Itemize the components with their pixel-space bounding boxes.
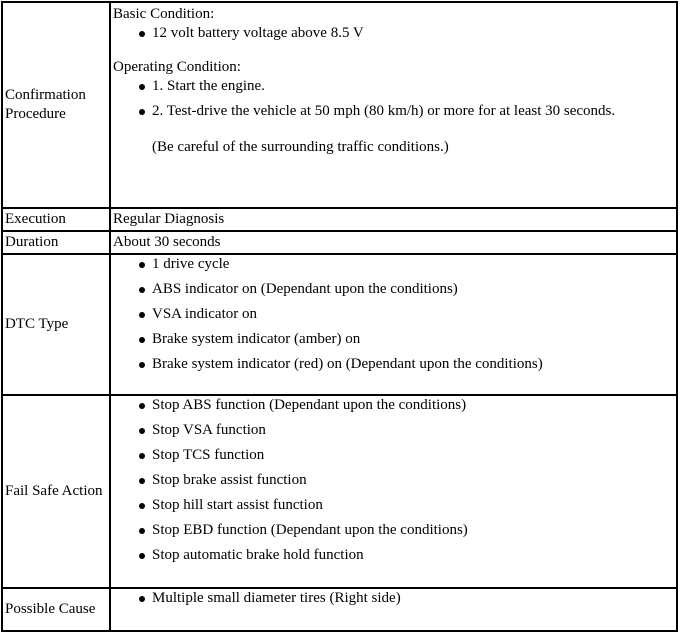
list-item: Multiple small diameter tires (Right side) xyxy=(139,589,675,608)
bullet-icon xyxy=(139,403,145,409)
operating-condition-heading: Operating Condition: xyxy=(113,59,241,75)
confirmation-procedure-content xyxy=(110,2,677,208)
possible-cause-list xyxy=(113,589,675,608)
fail-safe-action-content xyxy=(110,395,677,588)
list-item: Stop automatic brake hold function xyxy=(139,546,675,565)
possible-cause-label: Possible Cause xyxy=(2,588,110,631)
list-item: VSA indicator on xyxy=(139,305,675,324)
dtc-type-row xyxy=(2,254,677,395)
possible-cause-content xyxy=(110,588,677,631)
bullet-icon xyxy=(139,287,145,293)
list-item: Stop hill start assist function xyxy=(139,496,675,515)
execution-label: Execution xyxy=(2,208,110,231)
bullet-icon xyxy=(139,503,145,509)
bullet-icon xyxy=(139,262,145,268)
duration-label: Duration xyxy=(2,231,110,254)
list-item: ABS indicator on (Dependant upon the conditions) xyxy=(139,280,675,299)
list-item: Stop EBD function (Dependant upon the conditions) xyxy=(139,521,675,540)
list-item: 2. Test-drive the vehicle at 50 mph (80 km/h) or more for at least 30 seconds. xyxy=(139,102,675,121)
execution-row xyxy=(2,208,677,231)
bullet-icon xyxy=(139,109,145,115)
operating-condition-list xyxy=(113,77,675,121)
list-item: Stop VSA function xyxy=(139,421,675,440)
dtc-type-label: DTC Type xyxy=(2,254,110,395)
bullet-icon xyxy=(139,478,145,484)
duration-row xyxy=(2,231,677,254)
bullet-icon xyxy=(139,453,145,459)
fail-safe-action-list xyxy=(113,396,675,565)
confirmation-procedure-label: Confirmation Procedure xyxy=(2,2,110,208)
bullet-icon xyxy=(139,31,145,37)
bullet-icon xyxy=(139,84,145,90)
bullet-icon xyxy=(139,428,145,434)
basic-condition-list xyxy=(113,24,675,43)
dtc-type-content xyxy=(110,254,677,395)
confirmation-procedure-row xyxy=(2,2,677,208)
list-item: 1. Start the engine. xyxy=(139,77,675,96)
list-item: Brake system indicator (red) on (Dependant upon the conditions) xyxy=(139,355,675,374)
bullet-icon xyxy=(139,362,145,368)
execution-value: Regular Diagnosis xyxy=(110,208,677,231)
dtc-info-table xyxy=(1,1,678,632)
dtc-type-list xyxy=(113,255,675,374)
traffic-caution-note: (Be careful of the surrounding traffic conditions.) xyxy=(152,139,449,155)
fail-safe-action-row xyxy=(2,395,677,588)
bullet-icon xyxy=(139,553,145,559)
bullet-icon xyxy=(139,596,145,602)
possible-cause-row xyxy=(2,588,677,631)
basic-condition-heading: Basic Condition: xyxy=(113,6,215,22)
list-item: Brake system indicator (amber) on xyxy=(139,330,675,349)
fail-safe-action-label: Fail Safe Action xyxy=(2,395,110,588)
bullet-icon xyxy=(139,337,145,343)
list-item: Stop TCS function xyxy=(139,446,675,465)
bullet-icon xyxy=(139,312,145,318)
list-item: Stop brake assist function xyxy=(139,471,675,490)
list-item: 12 volt battery voltage above 8.5 V xyxy=(139,24,675,43)
duration-value: About 30 seconds xyxy=(110,231,677,254)
list-item: 1 drive cycle xyxy=(139,255,675,274)
bullet-icon xyxy=(139,528,145,534)
list-item: Stop ABS function (Dependant upon the conditions) xyxy=(139,396,675,415)
